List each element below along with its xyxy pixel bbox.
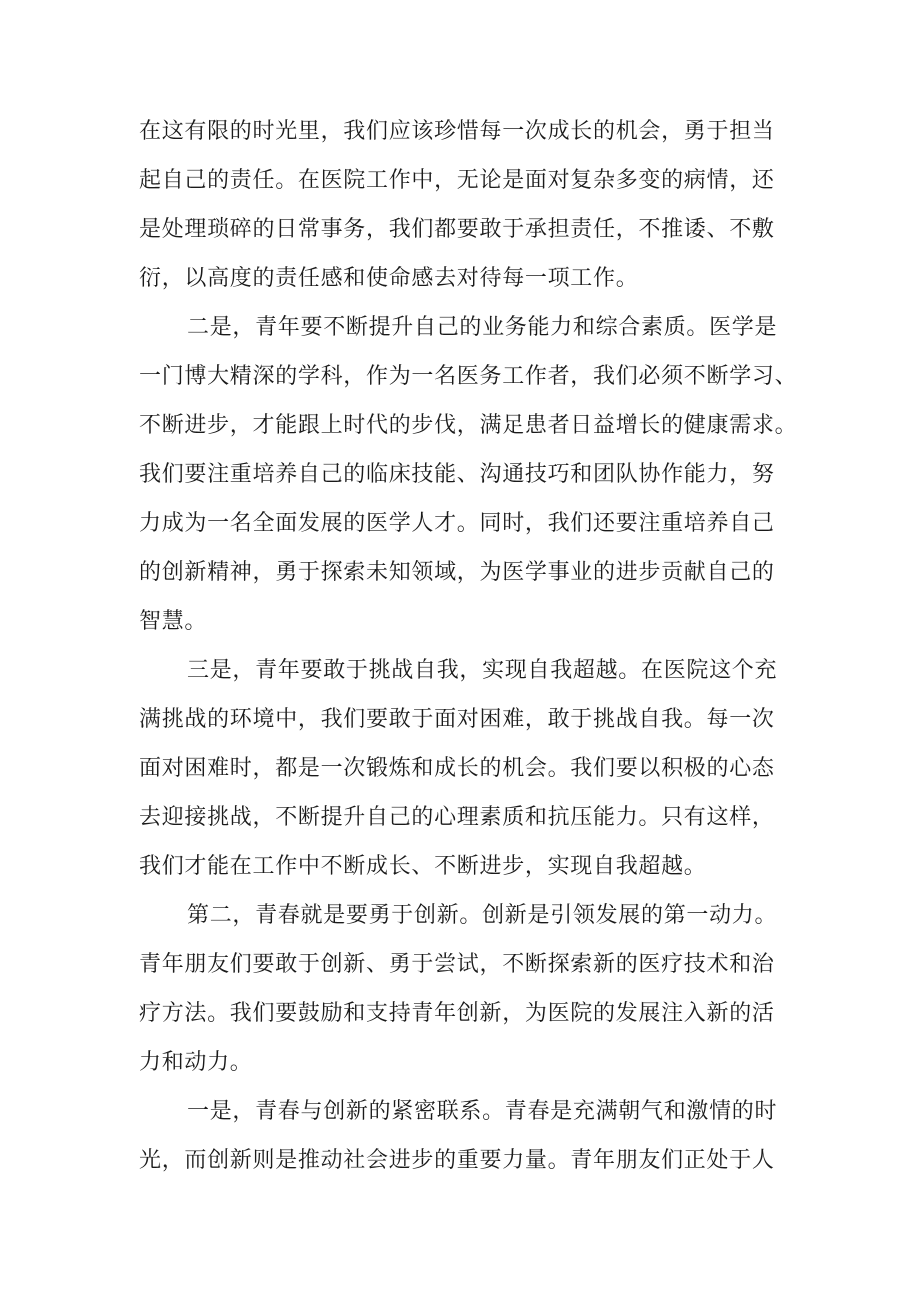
text-line: 是处理琐碎的日常事务，我们都要敢于承担责任，不推诿、不敷 xyxy=(139,217,775,242)
text-line: 满挑战的环境中，我们要敢于面对困难，敢于挑战自我。每一次 xyxy=(139,707,775,732)
text-line: 青年朋友们要敢于创新、勇于尝试，不断探索新的医疗技术和治 xyxy=(139,952,775,977)
text-line: 在这有限的时光里，我们应该珍惜每一次成长的机会，勇于担当 xyxy=(139,119,775,144)
paragraph-first-line: 一是，青春与创新的紧密联系。青春是充满朝气和激情的时 xyxy=(187,1099,778,1124)
text-line: 力成为一名全面发展的医学人才。同时，我们还要注重培养自己 xyxy=(139,511,775,536)
text-line: 光，而创新则是推动社会进步的重要力量。青年朋友们正处于人 xyxy=(139,1148,775,1173)
text-line: 不断进步，才能跟上时代的步伐，满足患者日益增长的健康需求。 xyxy=(139,413,798,438)
text-line: 我们要注重培养自己的临床技能、沟通技巧和团队协作能力，努 xyxy=(139,462,775,487)
paragraph-first-line: 二是，青年要不断提升自己的业务能力和综合素质。医学是 xyxy=(187,315,778,340)
paragraph-first-line: 第二，青春就是要勇于创新。创新是引领发展的第一动力。 xyxy=(187,903,778,928)
paragraph-first-line: 三是，青年要敢于挑战自我，实现自我超越。在医院这个充 xyxy=(187,658,778,683)
text-line: 起自己的责任。在医院工作中，无论是面对复杂多变的病情，还 xyxy=(139,168,775,193)
text-line: 去迎接挑战，不断提升自己的心理素质和抗压能力。只有这样， xyxy=(139,805,775,830)
text-line: 面对困难时，都是一次锻炼和成长的机会。我们要以积极的心态 xyxy=(139,756,775,781)
text-line: 我们才能在工作中不断成长、不断进步，实现自我超越。 xyxy=(139,854,707,879)
text-line: 智慧。 xyxy=(139,609,208,634)
text-line: 力和动力。 xyxy=(139,1050,253,1075)
text-line: 一门博大精深的学科，作为一名医务工作者，我们必须不断学习、 xyxy=(139,364,798,389)
text-line: 衍，以高度的责任感和使命感去对待每一项工作。 xyxy=(139,266,639,291)
text-line: 的创新精神，勇于探索未知领域，为医学事业的进步贡献自己的 xyxy=(139,560,775,585)
text-line: 疗方法。我们要鼓励和支持青年创新，为医院的发展注入新的活 xyxy=(139,1001,775,1026)
